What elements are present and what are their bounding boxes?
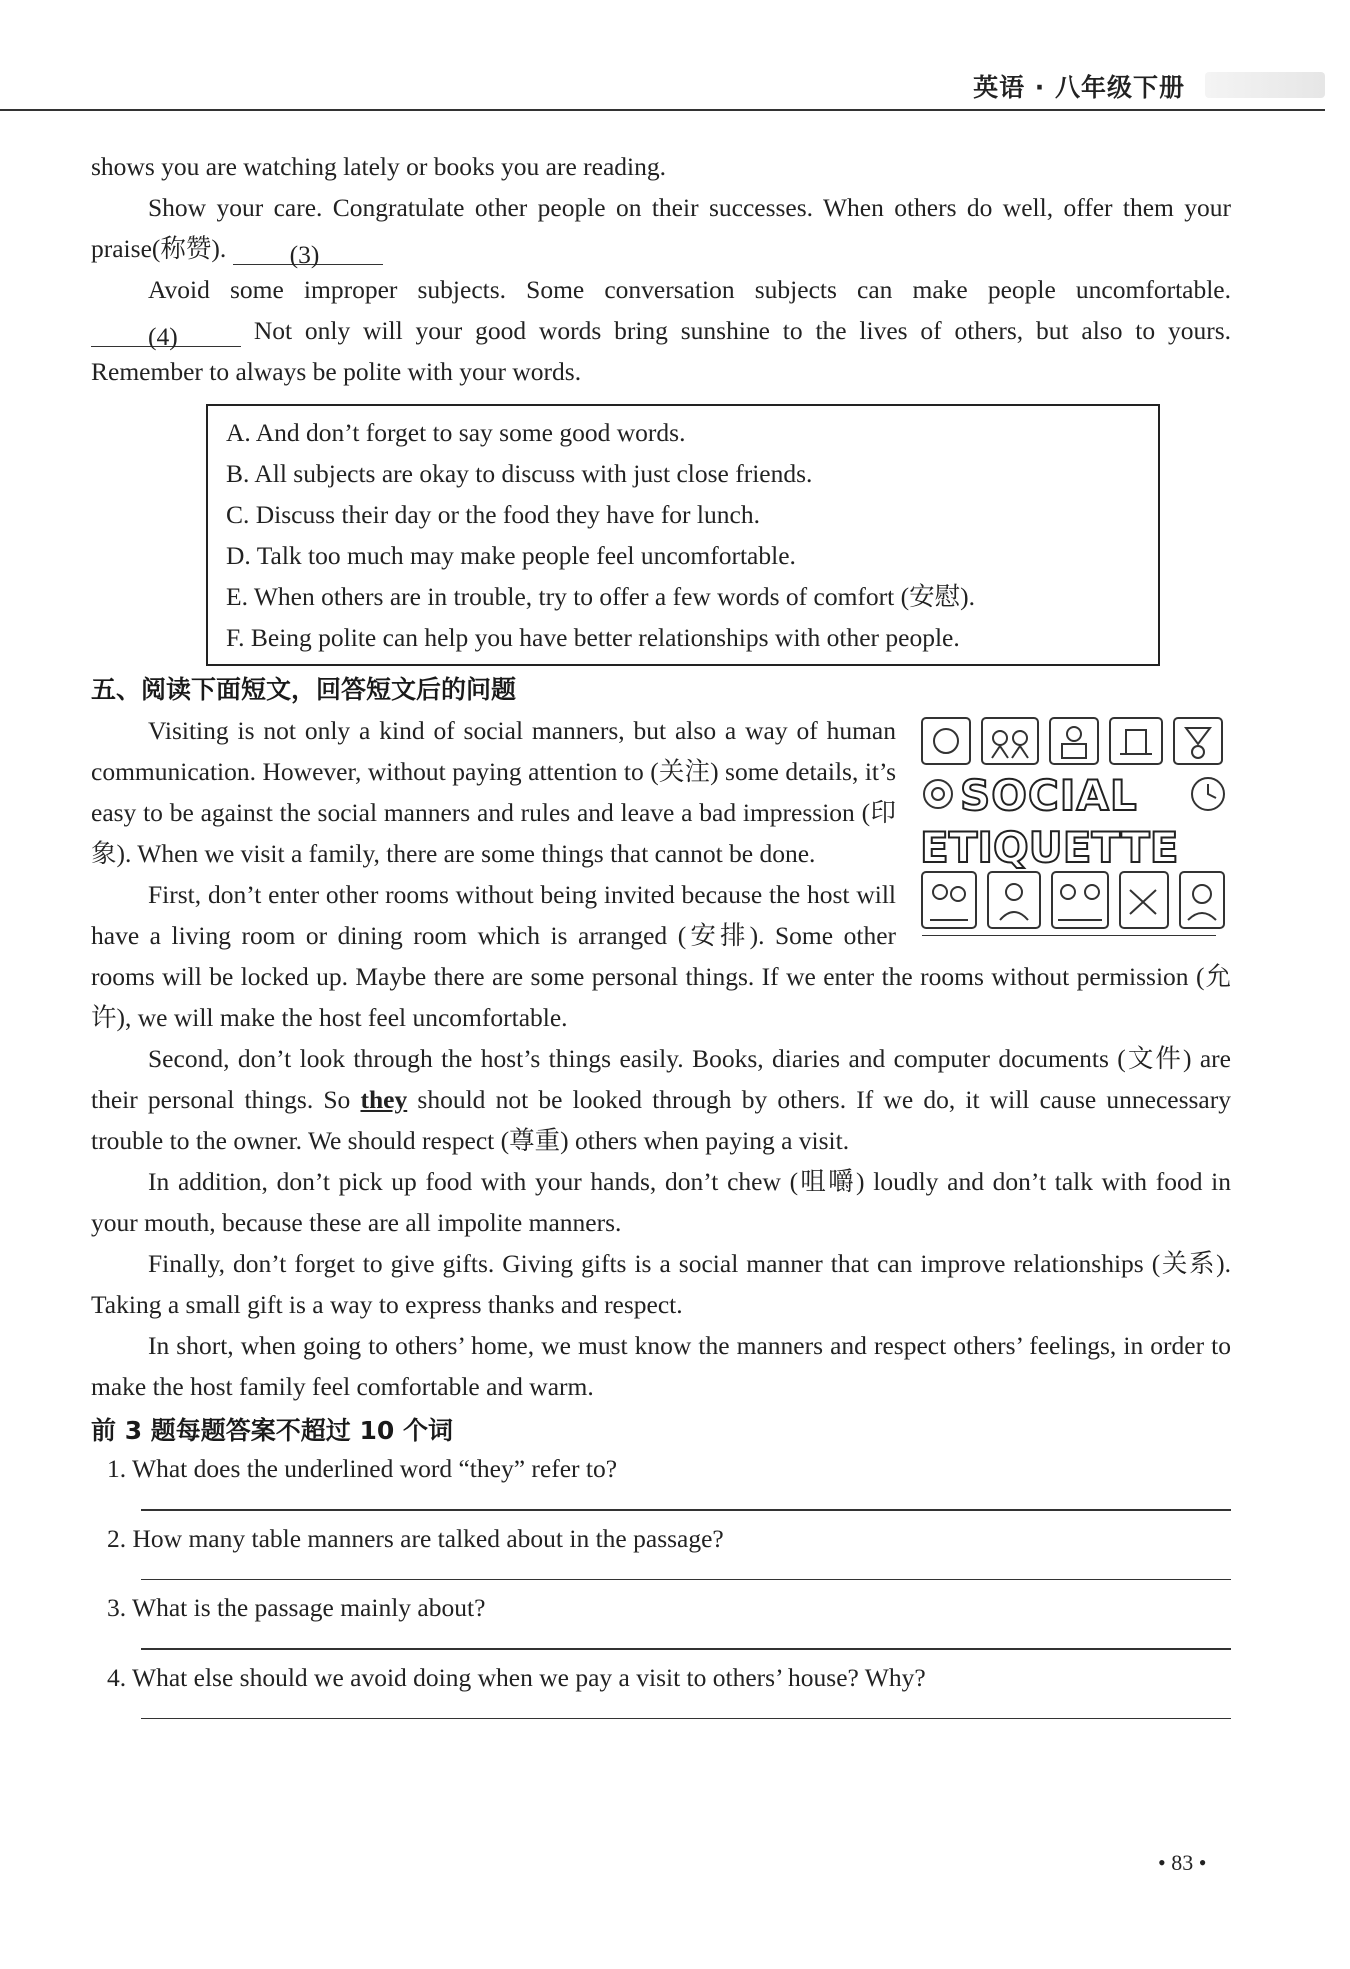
paragraph-text: Avoid some improper subjects. Some conversation subjects can make people uncomfortable. xyxy=(148,275,1231,304)
option-d: D. Talk too much may make people feel uncomfortable. xyxy=(226,541,796,570)
option-c: C. Discuss their day or the food they have for lunch. xyxy=(226,500,760,529)
answer-line-3[interactable] xyxy=(141,1648,1231,1650)
paragraph-text: Second, don’t look through the host’s things easily. Books, diaries and computer documents (文件) are their personal things. So xyxy=(91,1044,1231,1114)
option-f: F. Being polite can help you have better relationships with other people. xyxy=(226,623,960,652)
paragraph-continued: shows you are watching lately or books you are reading. xyxy=(91,152,667,181)
questions-instruction: 前 3 题每题答案不超过 10 个词 xyxy=(91,1416,454,1445)
paragraph-avoid-subjects xyxy=(91,269,1231,392)
answer-line-1[interactable] xyxy=(141,1509,1231,1511)
blank-3[interactable] xyxy=(233,234,383,269)
paragraph-visiting: Visiting is not only a kind of social manners, but also a way of human communication. However, without paying attention to (关注) some details, it’s easy to be against the social manners and rules and leave a bad impression (印象). When we visit a family, there are some things that cannot be done. xyxy=(91,716,896,868)
paragraph-in-addition: In addition, don’t pick up food with your hands, don’t chew (咀嚼) loudly and don’t talk with food in your mouth, because these are all impolite manners. xyxy=(91,1167,1231,1237)
figure-word-social: SOCIAL xyxy=(960,771,1138,820)
blank-number: (3) xyxy=(289,240,320,269)
blank-number: (4) xyxy=(148,322,178,351)
question-1: 1. What does the underlined word “they” refer to? xyxy=(107,1454,618,1483)
paragraph-text: Show your care. Congratulate other people on their successes. When others do well, offer them your praise(称赞). xyxy=(91,193,1231,263)
paragraph-first: First, don’t enter other rooms without being invited because the host will have a living room or dining room which is arranged (安排). Some other rooms will be locked up. Maybe there are some personal things. If we enter the rooms without permission (允许), we will make the host feel uncomfortable. xyxy=(91,880,1231,1032)
etiquette-illustration xyxy=(916,714,1231,936)
question-3: 3. What is the passage mainly about? xyxy=(107,1593,486,1622)
question-2: 2. How many table manners are talked about in the passage? xyxy=(107,1523,724,1553)
answer-line-4[interactable] xyxy=(141,1718,1231,1720)
header-title: 英语 · 八年级下册 xyxy=(973,73,1185,102)
options-box xyxy=(206,404,1160,666)
page-number: • 83 • xyxy=(1158,1850,1207,1875)
option-b: B. All subjects are okay to discuss with just close friends. xyxy=(226,459,813,488)
header-rule xyxy=(0,109,1325,111)
blank-4[interactable] xyxy=(91,316,241,351)
underlined-word-they: they xyxy=(360,1085,408,1114)
option-e: E. When others are in trouble, try to offer a few words of comfort (安慰). xyxy=(226,582,975,611)
option-a: A. And don’t forget to say some good words. xyxy=(226,418,686,447)
page-header xyxy=(0,60,1325,110)
section-heading: 五、阅读下面短文，回答短文后的问题 xyxy=(91,675,517,704)
question-4: 4. What else should we avoid doing when we pay a visit to others’ house? Why? xyxy=(107,1662,926,1692)
header-decoration xyxy=(1205,72,1325,98)
answer-line-2[interactable] xyxy=(141,1579,1231,1581)
paragraph-text: should not be looked through by others. If we do, it will cause unnecessary trouble to the owner. We should respect (尊重) others when paying a visit. xyxy=(91,1085,1231,1155)
paragraph-second xyxy=(91,1038,1231,1161)
social-etiquette-figure xyxy=(916,714,1231,936)
content xyxy=(91,146,1231,1729)
paragraph-text: Not only will your good words bring sunshine to the lives of others, but also to yours. Remember to always be polite with your words. xyxy=(91,316,1231,386)
paragraph-show-care xyxy=(91,187,1231,269)
paragraph-in-short: In short, when going to others’ home, we must know the manners and respect others’ feelings, in order to make the host family feel comfortable and warm. xyxy=(91,1331,1231,1401)
figure-word-etiquette: ETIQUETTE xyxy=(920,823,1179,872)
paragraph-finally: Finally, don’t forget to give gifts. Giving gifts is a social manner that can improve relationships (关系). Taking a small gift is a way to express thanks and respect. xyxy=(91,1249,1231,1319)
